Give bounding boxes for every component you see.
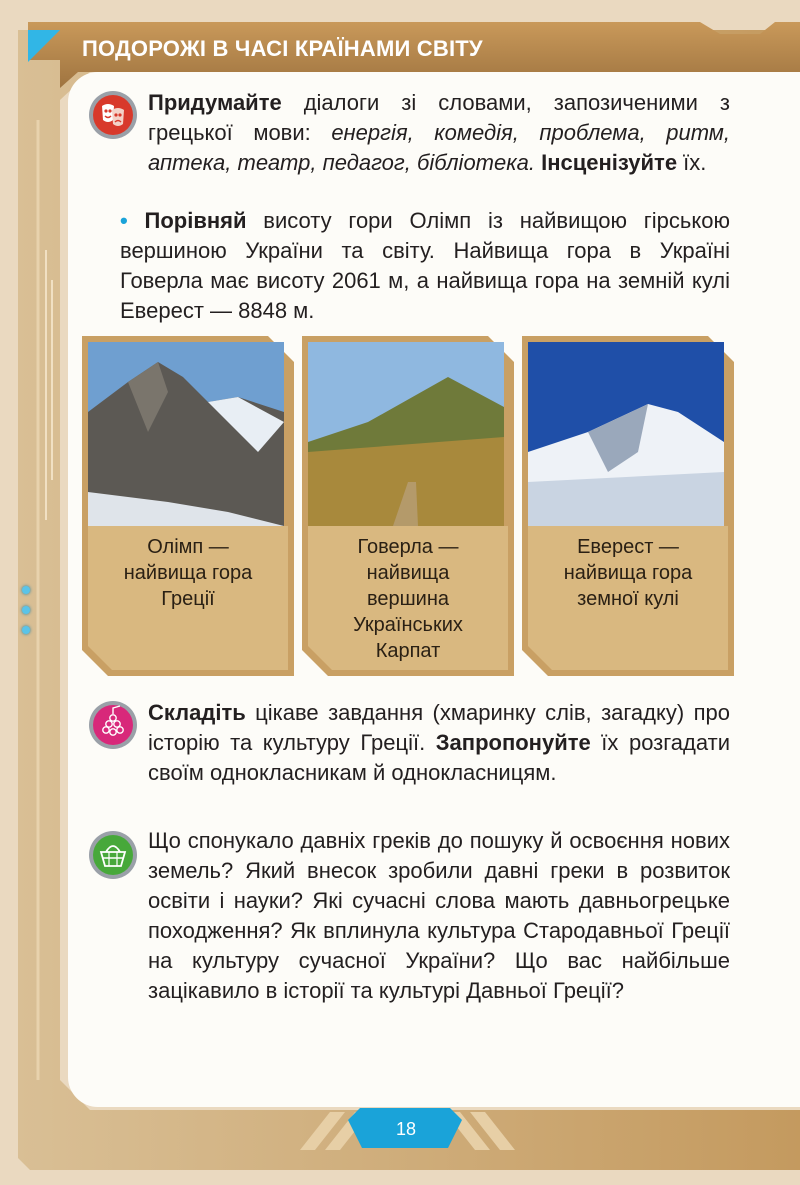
bullet-icon: • bbox=[120, 208, 128, 233]
task-wordcloud-tail: їх розгадати своїм однокласникам й однокласницям. bbox=[148, 730, 730, 785]
task-dialogues-verb: Придумайте bbox=[148, 90, 282, 115]
page-number: 18 bbox=[395, 1119, 417, 1139]
task-dialogues-tail: їх. bbox=[677, 150, 707, 175]
task-compare-text: висоту гори Олімп із найвищою гірською вершиною України та світу. Найвища гора в Україні Говерла має висоту 2061 м, а найвища гора на земній кулі Еверест — 8848 м. bbox=[120, 208, 730, 323]
hoverla-photo bbox=[308, 342, 504, 526]
task-dialogues-verb2: Інсценізуйте bbox=[534, 150, 678, 175]
task-wordcloud-verb2: Запропонуйте bbox=[435, 730, 591, 755]
task-wordcloud-verb: Складіть bbox=[148, 700, 246, 725]
dot-icon bbox=[22, 626, 30, 634]
olympus-photo bbox=[88, 342, 284, 526]
task-dialogues-text: діалоги зі словами, запозиченими з грецької мови: bbox=[148, 90, 730, 145]
dot-icon bbox=[22, 606, 30, 614]
card-everest bbox=[522, 336, 734, 676]
card-olympus bbox=[82, 336, 294, 676]
greek-words-list: енергія, комедія, проблема, ритм, аптека, театр, педагог, бібліотека. bbox=[148, 120, 730, 175]
task-compare-verb: Порівняй bbox=[144, 208, 247, 233]
task-wordcloud bbox=[148, 698, 730, 788]
dot-icon bbox=[22, 586, 30, 594]
task-dialogues bbox=[148, 88, 730, 178]
basket-icon bbox=[88, 830, 138, 880]
card-hoverla bbox=[302, 336, 514, 676]
caption-olympus: Олімп — найвища гора Греції bbox=[123, 536, 253, 610]
viburnum-icon bbox=[88, 700, 138, 750]
task-wordcloud-text: цікаве завдання (хмаринку слів, загадку) про історію та культуру Греції. bbox=[148, 700, 730, 755]
everest-photo bbox=[528, 342, 724, 526]
section-header-title: ПОДОРОЖІ В ЧАСІ КРАЇНАМИ СВІТУ bbox=[82, 36, 483, 61]
task-compare bbox=[120, 206, 730, 326]
caption-everest: Еверест — найвища гора земної кулі bbox=[563, 536, 693, 610]
theatre-masks-icon bbox=[88, 90, 138, 140]
review-questions: Що спонукало давніх греків до пошуку й освоєння нових земель? Який внесок зробили давні греки в розвиток освіти і науки? Які сучасні слова мають давньогрецьке походження? Як вплинула культура Стародавньої Греції на культуру сучасної України? Що вас найбільше зацікавило в історії та культурі Давньої Греції? bbox=[148, 828, 730, 1003]
caption-hoverla: Говерла — найвища вершина Українських Карпат bbox=[353, 536, 463, 662]
